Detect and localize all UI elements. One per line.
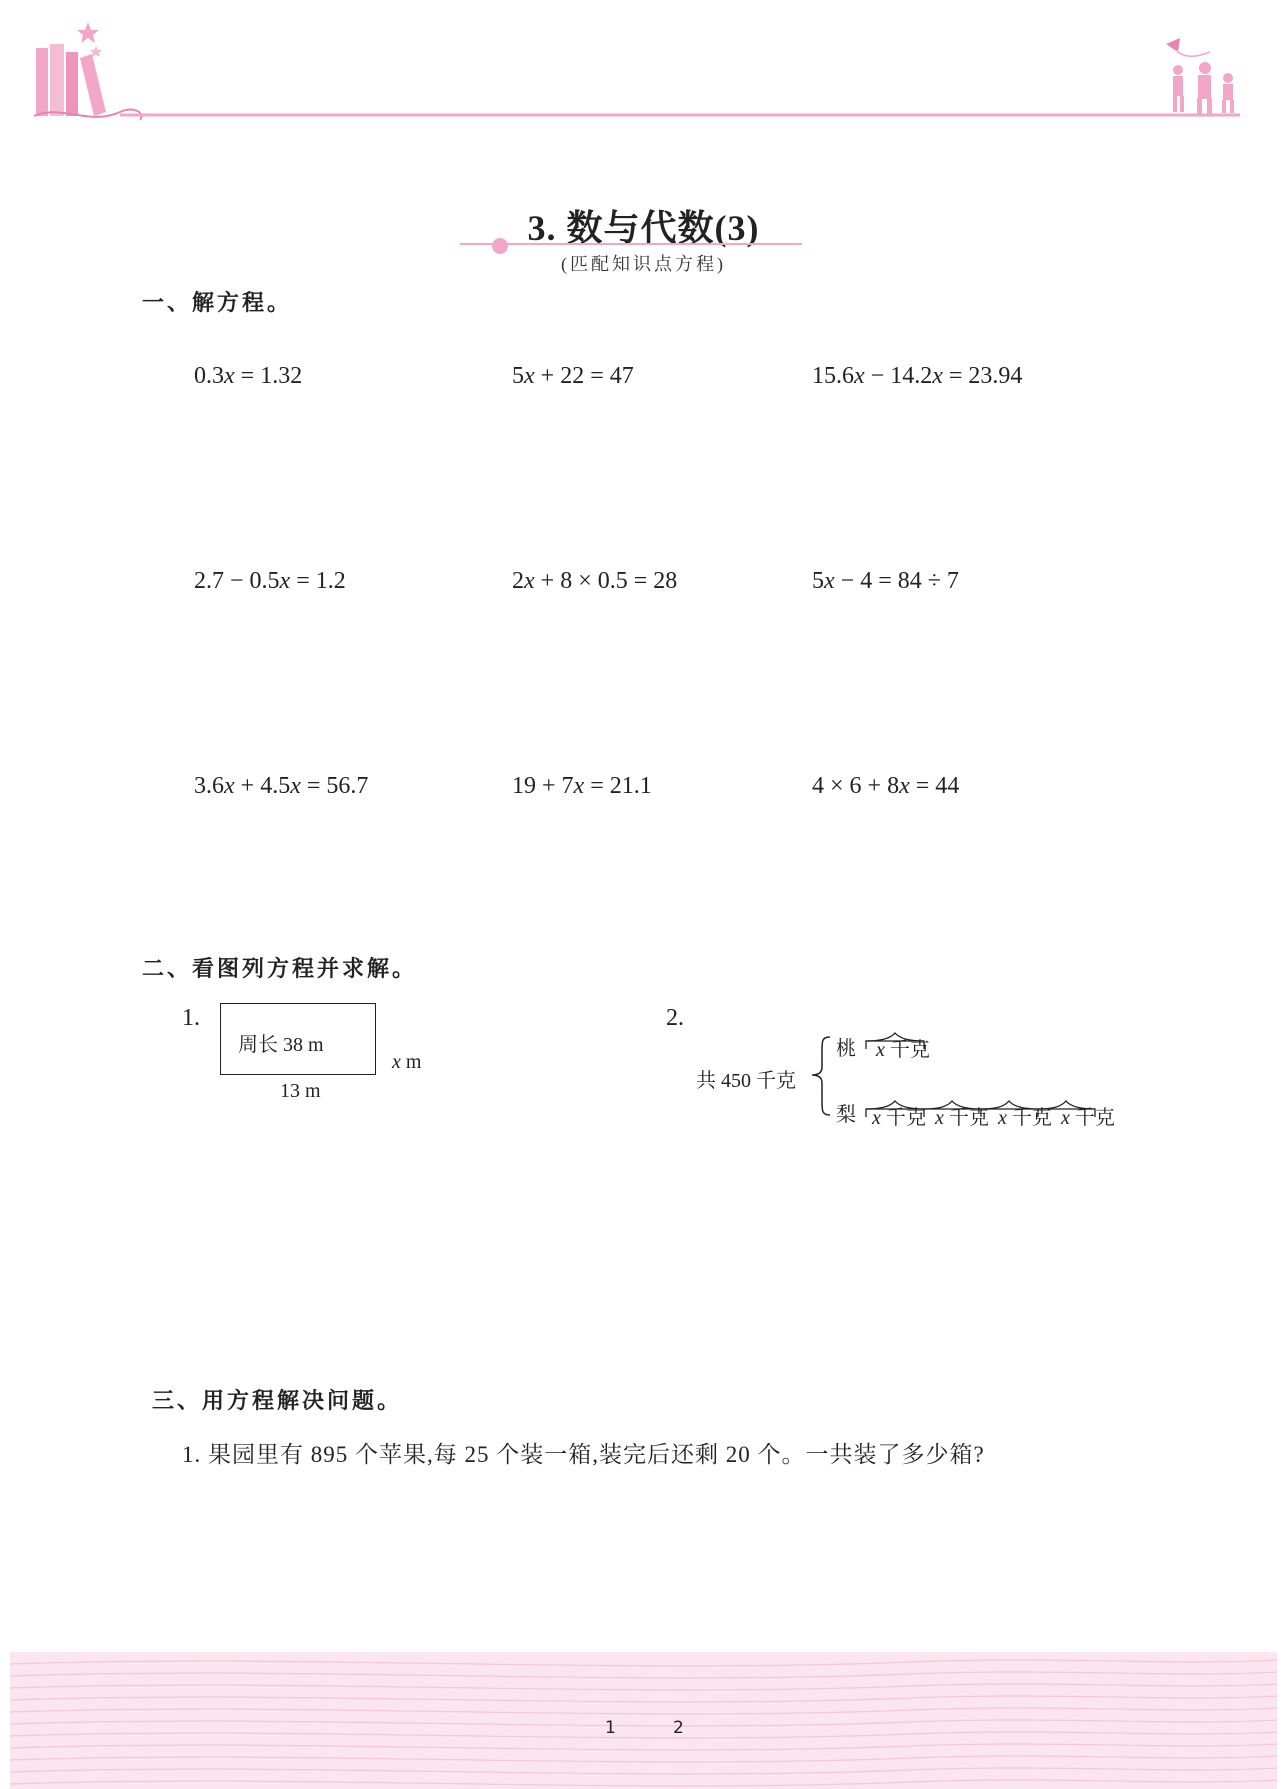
equation-2: 5x + 22 = 47 bbox=[512, 363, 634, 389]
equation-7: 3.6x + 4.5x = 56.7 bbox=[194, 773, 369, 799]
equation-4: 2.7 − 0.5x = 1.2 bbox=[194, 568, 346, 594]
peach-weight-label: x 千克 bbox=[876, 1039, 930, 1061]
section-3-heading: 三、用方程解决问题。 bbox=[152, 1389, 403, 1414]
pear-weight-label-1: x 千克 bbox=[872, 1107, 926, 1129]
pear-weight-label-4: x 千克 bbox=[1061, 1107, 1115, 1129]
footer-band bbox=[10, 1652, 1277, 1789]
figure-2-number: 2. bbox=[666, 1005, 684, 1031]
page-subtitle: (匹配知识点方程) bbox=[561, 254, 726, 274]
pear-weight-label-3: x 千克 bbox=[998, 1107, 1052, 1129]
equation-1: 0.3x = 1.32 bbox=[194, 363, 303, 389]
page-number-left: 1 bbox=[605, 1718, 616, 1738]
bottom-length-label: 13 m bbox=[280, 1080, 321, 1102]
figure-1-number: 1. bbox=[182, 1005, 200, 1031]
section-1-heading: 一、解方程。 bbox=[142, 291, 293, 316]
peach-label: 桃 bbox=[836, 1038, 856, 1060]
books-logo-icon bbox=[34, 22, 141, 120]
pear-label: 梨 bbox=[836, 1104, 856, 1126]
equation-8: 19 + 7x = 21.1 bbox=[512, 773, 652, 799]
equation-6: 5x − 4 = 84 ÷ 7 bbox=[812, 568, 959, 594]
pear-weight-label-2: x 千克 bbox=[935, 1107, 989, 1129]
total-weight-label: 共 450 千克 bbox=[696, 1070, 796, 1092]
perimeter-label: 周长 38 m bbox=[238, 1034, 324, 1056]
equation-5: 2x + 8 × 0.5 = 28 bbox=[512, 568, 678, 594]
section-2-heading: 二、看图列方程并求解。 bbox=[142, 957, 418, 982]
equation-3: 15.6x − 14.2x = 23.94 bbox=[812, 363, 1023, 389]
word-problem-1: 1. 果园里有 895 个苹果,每 25 个装一箱,装完后还剩 20 个。一共装了多少箱? bbox=[182, 1442, 985, 1467]
page-title: 3. 数与代数(3) bbox=[527, 208, 760, 248]
equation-9: 4 × 6 + 8x = 44 bbox=[812, 773, 960, 799]
page-number-right: 2 bbox=[673, 1718, 684, 1738]
side-length-label: x m bbox=[392, 1051, 422, 1073]
header-decoration bbox=[0, 0, 1287, 140]
children-kite-icon bbox=[1166, 38, 1234, 114]
